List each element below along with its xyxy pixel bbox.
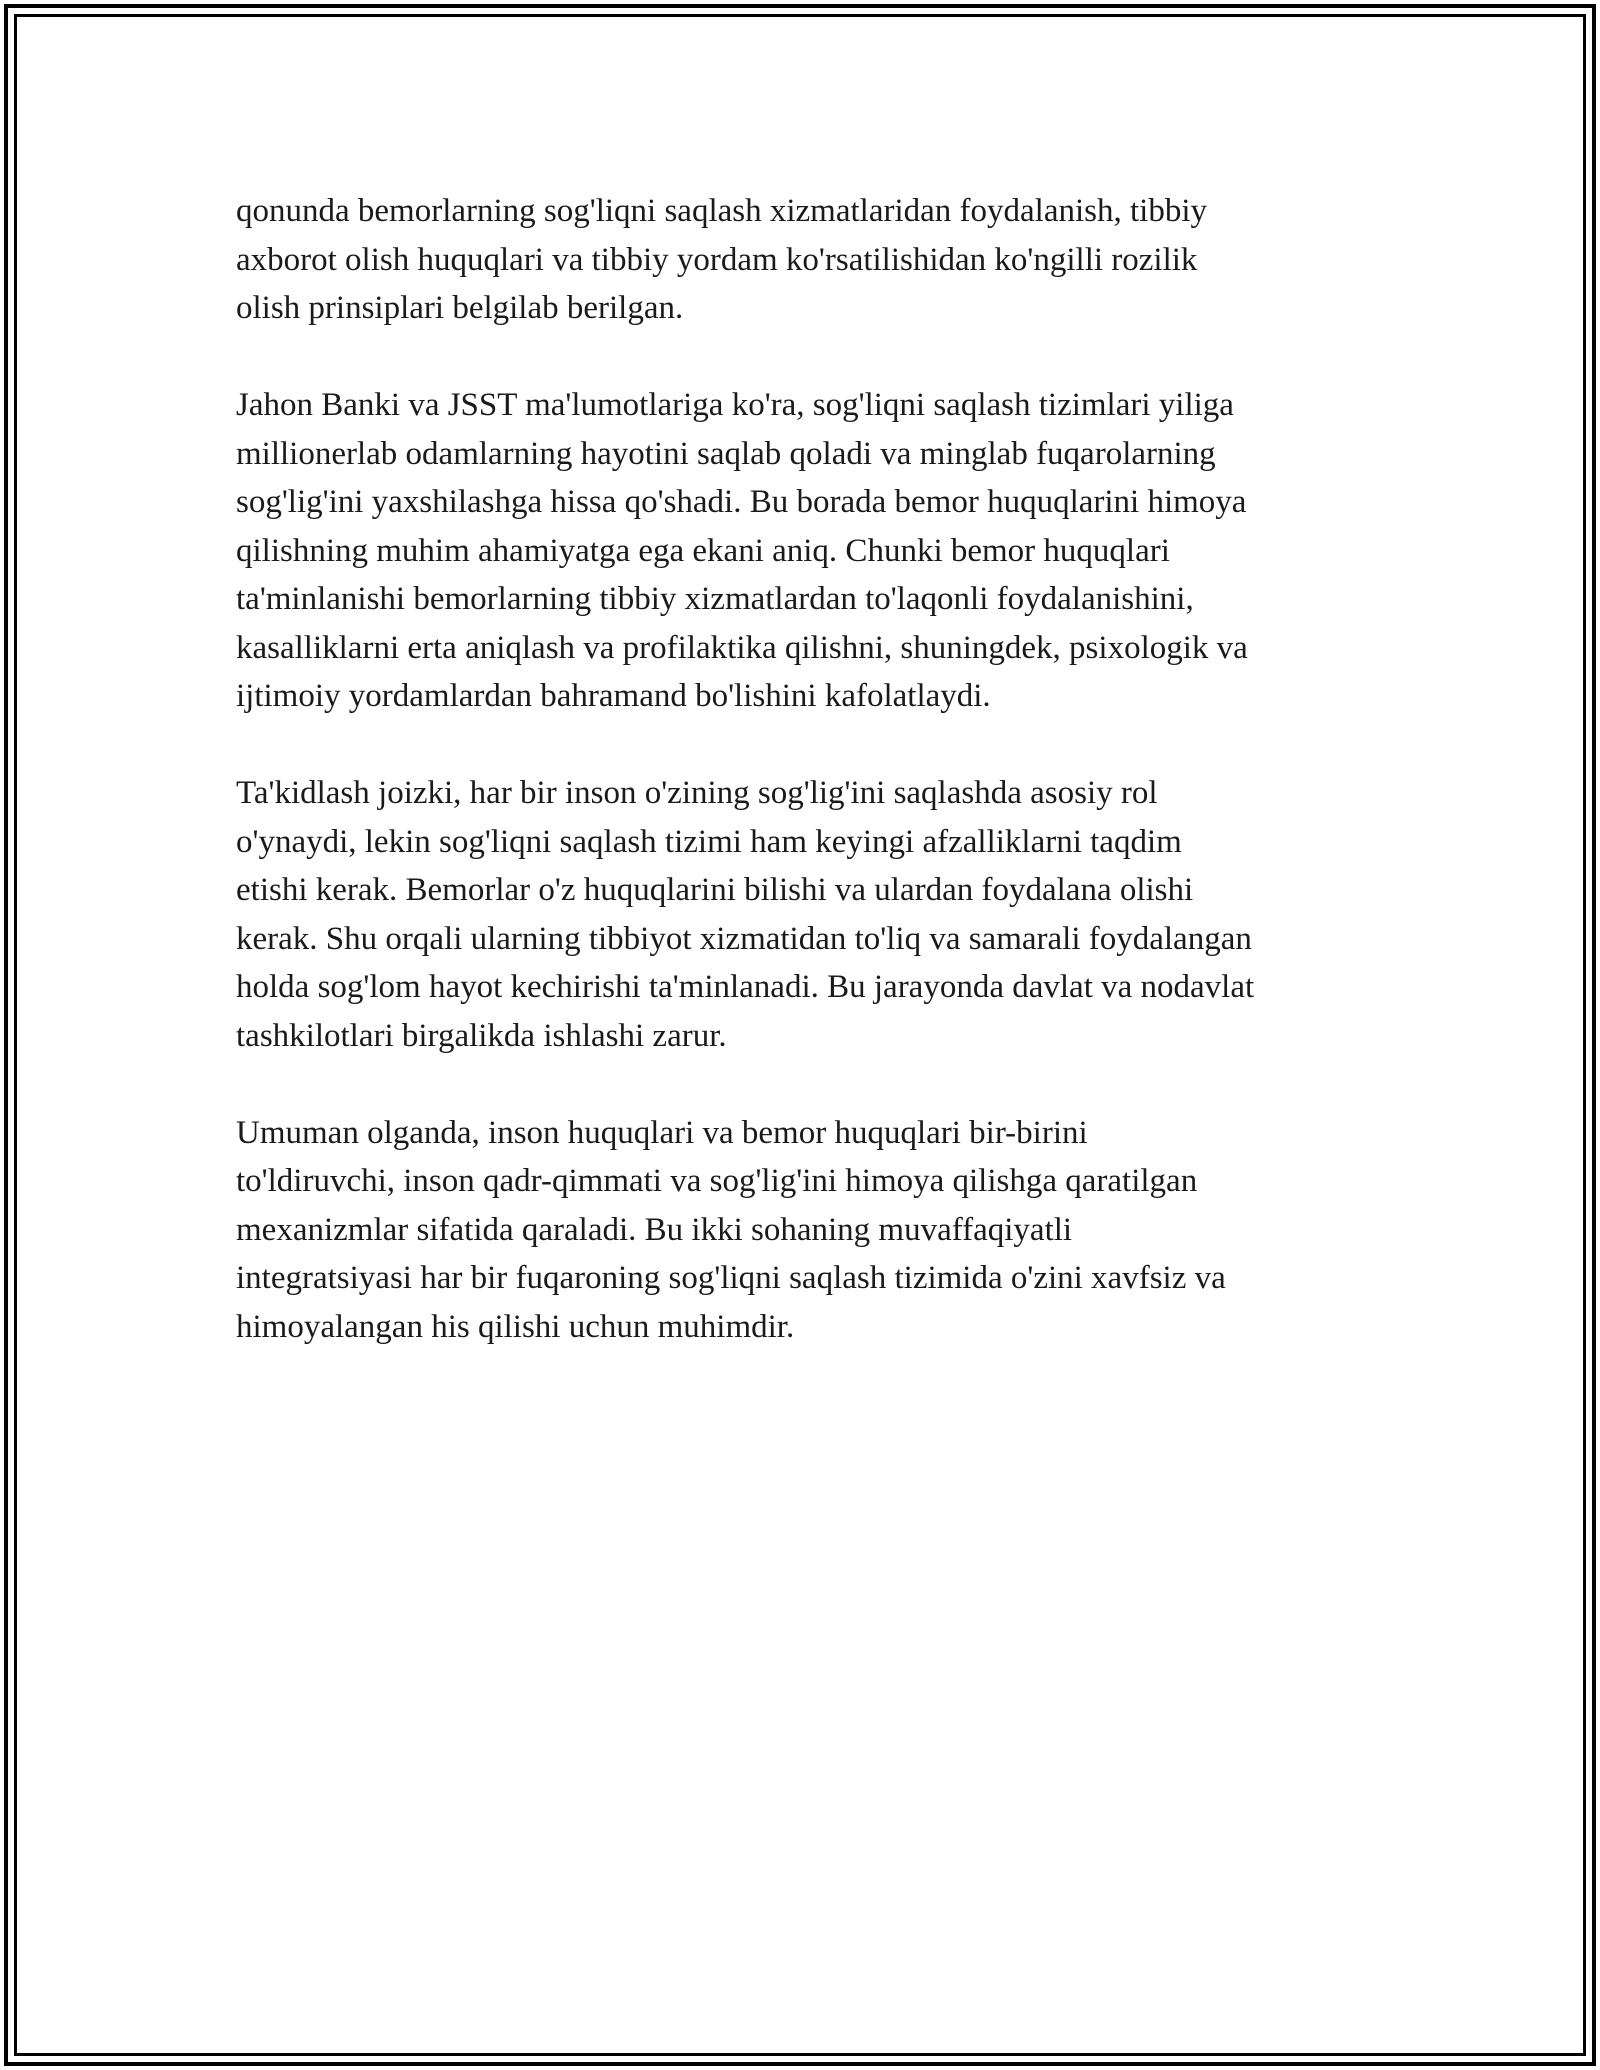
paragraph-4: Umuman olganda, inson huquqlari va bemor huquqlari bir-birini to'ldiruvchi, inson qadr-qimmati va sog'lig'ini himoya qilishga qaratilgan mexanizmlar sifatida qaraladi. Bu ikki sohaning muvaffaqiyatli integratsiyasi har bir fuqaroning sog'liqni saqlash tizimida o'zini xavfsiz va himoyalangan his qilishi uchun muhimdir. (236, 1114, 1226, 1345)
paragraph-2: Jahon Banki va JSST ma'lumotlariga ko'ra, sog'liqni saqlash tizimlari yiliga millionerlab odamlarning hayotini saqlab qoladi va minglab fuqarolarning sog'lig'ini yaxshilashga hissa qo'shadi. Bu borada bemor huquqlarini himoya qilishning muhim ahamiyatga ega ekani aniq. Chunki bemor huquqlari ta'minlanishi bemorlarning tibbiy xizmatlardan to'laqonli foydalanishini, kasalliklarni erta aniqlash va profilaktika qilishni, shuningdek, psixologik va ijtimoiy yordamlardan bahramand bo'lishini kafolatlaydi. (236, 387, 1248, 714)
document-body (236, 187, 1386, 1400)
paragraph-3: Ta'kidlash joizki, har bir inson o'zining sog'lig'ini saqlashda asosiy rol o'ynaydi, lekin sog'liqni saqlash tizimi ham keyingi afzalliklarni taqdim etishi kerak. Bemorlar o'z huquqlarini bilishi va ulardan foydalana olishi kerak. Shu orqali ularning tibbiyot xizmatidan to'liq va samarali foydalangan holda sog'lom hayot kechirishi ta'minlanadi. Bu jarayonda davlat va nodavlat tashkilotlari birgalikda ishlashi zarur. (236, 775, 1255, 1054)
paragraph-1: qonunda bemorlarning sog'liqni saqlash xizmatlaridan foydalanish, tibbiy axborot olish huquqlari va tibbiy yordam ko'rsatilishidan ko'ngilli rozilik olish prinsiplari belgilab berilgan. (236, 193, 1208, 326)
